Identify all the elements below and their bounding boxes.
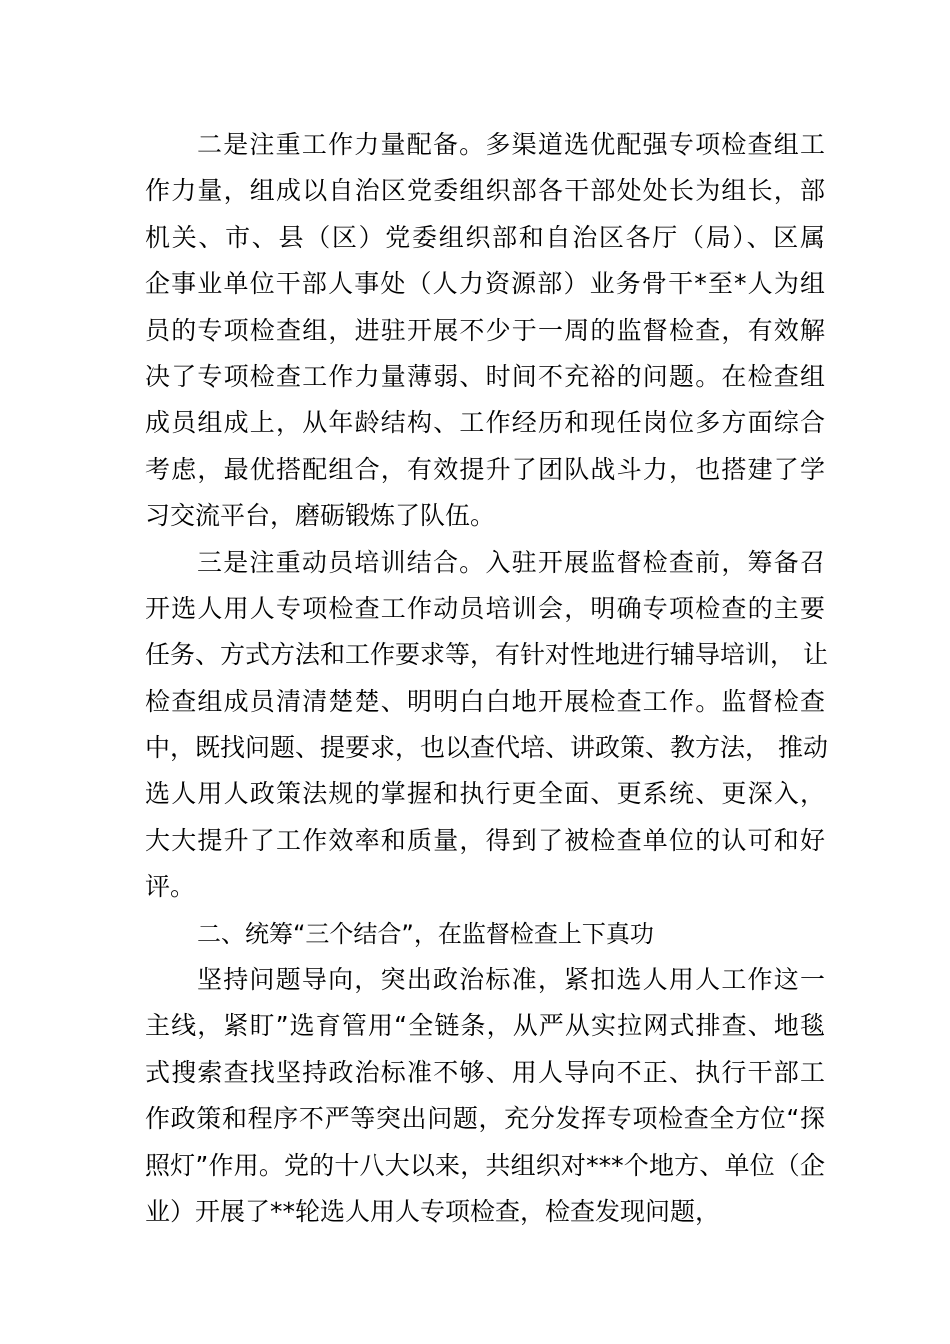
paragraph-line: 选人用人政策法规的掌握和执行更全面、更系统、更深入， [145, 779, 825, 809]
paragraph-line: 考虑，最优搭配组合，有效提升了团队战斗力，也搭建了学 [145, 454, 825, 484]
paragraph-line: 中，既找问题、提要求，也以查代培、讲政策、教方法， 推动 [145, 733, 828, 763]
paragraph-line: 决了专项检查工作力量薄弱、时间不充裕的问题。在检查组 [145, 361, 825, 391]
paragraph-line: 习交流平台，磨砺锻炼了队伍。 [145, 501, 496, 531]
paragraph-line: 二是注重工作力量配备。多渠道选优配强专项检查组工 [197, 130, 825, 159]
paragraph-line: 评。 [145, 872, 196, 902]
paragraph-line: 企事业单位干部人事处（人力资源部）业务骨干*至*人为组 [145, 269, 825, 299]
paragraph-line: 主线，紧盯”选育管用“全链条，从严从实拉网式排查、地毯 [145, 1011, 825, 1041]
paragraph-line: 检查组成员清清楚楚、明明白白地开展检查工作。监督检查 [145, 686, 825, 716]
paragraph-line: 照灯”作用。党的十八大以来，共组织对***个地方、单位（企 [145, 1150, 825, 1180]
paragraph-line: 三是注重动员培训结合。入驻开展监督检查前，筹备召 [197, 547, 825, 577]
section-heading: 二、统筹“三个结合”，在监督检查上下真功 [197, 919, 654, 948]
paragraph-line: 成员组成上，从年龄结构、工作经历和现任岗位多方面综合 [145, 408, 825, 438]
paragraph-line: 机关、市、县（区）党委组织部和自治区各厅（局）、区属 [145, 222, 825, 252]
paragraph-line: 式搜索查找坚持政治标准不够、用人导向不正、执行干部工 [145, 1057, 825, 1087]
document-body [145, 122, 828, 1235]
paragraph-line: 任务、方式方法和工作要求等，有针对性地进行辅导培训， 让 [145, 640, 828, 670]
paragraph-line: 员的专项检查组，进驻开展不少于一周的监督检查，有效解 [145, 315, 825, 345]
paragraph-line: 大大提升了工作效率和质量，得到了被检查单位的认可和好 [145, 825, 825, 855]
paragraph-line: 开选人用人专项检查工作动员培训会，明确专项检查的主要 [145, 593, 825, 623]
paragraph-line: 坚持问题导向，突出政治标准，紧扣选人用人工作这一 [197, 965, 825, 995]
paragraph-line: 作力量，组成以自治区党委组织部各干部处处长为组长，部 [145, 176, 825, 206]
paragraph-line: 作政策和程序不严等突出问题，充分发挥专项检查全方位“探 [145, 1104, 825, 1134]
paragraph-line: 业）开展了**轮选人用人专项检查，检查发现问题， [145, 1196, 721, 1226]
